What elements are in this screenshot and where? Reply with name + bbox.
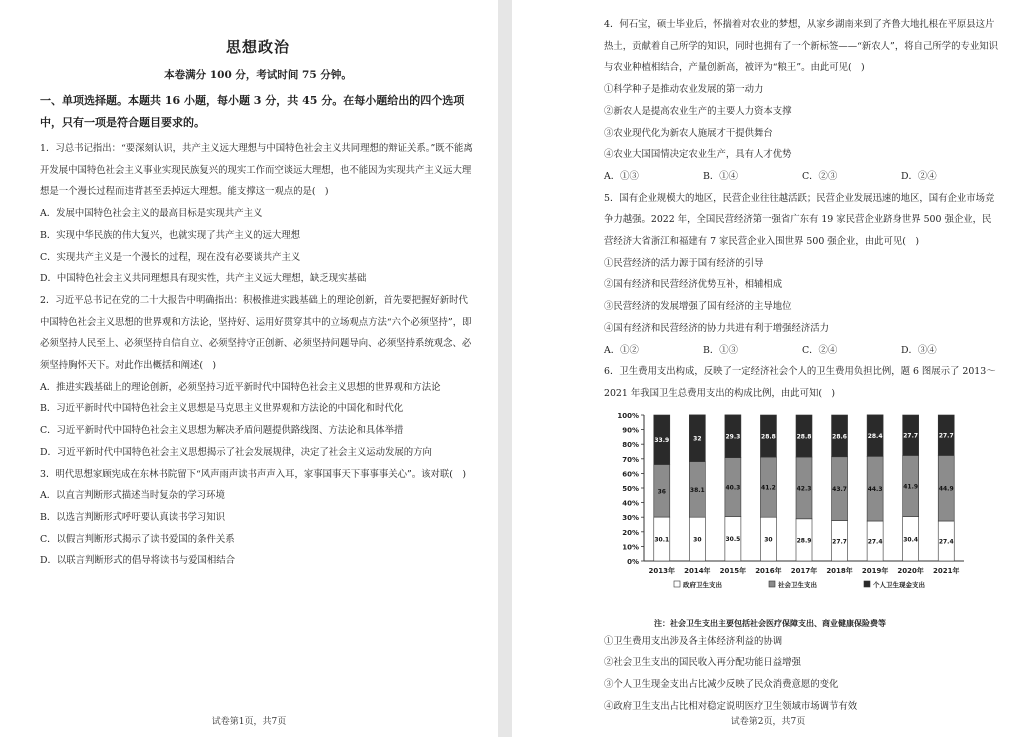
data-label: 30.5 <box>725 535 741 543</box>
y-tick-label: 60% <box>622 470 639 479</box>
data-label: 33.9 <box>654 436 670 444</box>
q2-option-c: C．习近平新时代中国特色社会主义思想为解决矛盾问题提供路线图、方法论和具体举措 <box>40 425 404 437</box>
x-tick-label: 2019年 <box>861 566 889 575</box>
q3-option-a: A．以直言判断形式描述当时复杂的学习环境 <box>40 490 225 502</box>
y-tick-label: 50% <box>622 484 639 493</box>
y-tick-label: 80% <box>622 440 639 449</box>
q5-option-d: D．③④ <box>901 344 937 356</box>
legend-label: 政府卫生支出 <box>683 580 722 589</box>
legend-label: 个人卫生现金支出 <box>873 580 925 589</box>
data-label: 41.2 <box>761 484 776 492</box>
data-label: 32 <box>693 435 702 443</box>
q5-option-b: B．①③ <box>703 344 739 356</box>
q6-statement-3: ③个人卫生现金支出占比减少反映了民众消费意愿的变化 <box>604 679 839 691</box>
y-tick-label: 90% <box>622 426 639 435</box>
data-label: 41.9 <box>903 483 919 491</box>
q5-statement-2: ②国有经济和民营经济优势互补，相辅相成 <box>604 279 783 291</box>
exam-page-2 <box>512 0 1024 737</box>
data-label: 29.3 <box>725 433 741 441</box>
exam-page-1 <box>0 0 498 737</box>
legend-swatch <box>864 581 870 587</box>
x-tick-label: 2021年 <box>932 566 960 575</box>
q4-option-d: D．②④ <box>901 170 937 182</box>
data-label: 38.1 <box>689 486 705 494</box>
question-1-stem: 1．习总书记指出：“要深刻认识，共产主义远大理想与中国特色社会主义共同理想的辩证关系。”既不能离开发展中国特色社会主义事业实现民族复兴的现实工作而空谈远大理想，也不能因为实现共产主义远大理想是一个漫长过程而违背甚至丢掉远大理想。能支撑这一观点的是( ) <box>40 143 473 198</box>
data-label: 27.7 <box>832 537 847 545</box>
q1-option-c: C．实现共产主义是一个漫长的过程，现在没有必要谈共产主义 <box>40 251 301 263</box>
x-tick-label: 2017年 <box>790 566 818 575</box>
page-title: 思想政治 <box>225 38 290 56</box>
q4-option-b: B．①④ <box>703 170 739 182</box>
q3-option-b: B．以选言判断形式呼吁要认真读书学习知识 <box>40 511 226 523</box>
q5-options <box>604 340 1000 362</box>
y-tick-label: 10% <box>622 543 639 552</box>
q2-option-d: D．习近平新时代中国特色社会主义思想揭示了社会发展规律，决定了社会主义运动发展的方向 <box>40 446 432 458</box>
q4-statement-3: ③农业现代化为新农人施展才干提供舞台 <box>604 127 773 139</box>
legend-swatch <box>769 581 775 587</box>
data-label: 27.7 <box>903 432 919 440</box>
data-label: 28.8 <box>761 433 776 441</box>
q6-statement-4: ④政府卫生支出占比相对稳定说明医疗卫生领域市场调节有效 <box>604 700 858 712</box>
question-6-stem: 6．卫生费用支出构成，反映了一定经济社会个人的卫生费用负担比例，题 6 图展示了 2013～2021 年我国卫生总费用支出的构成比例，由此可知( ) <box>604 366 996 399</box>
q1-option-d: D．中国特色社会主义共同理想具有现实性，共产主义远大理想，缺乏现实基础 <box>40 273 367 285</box>
x-tick-label: 2018年 <box>826 566 853 575</box>
health-expenditure-chart <box>610 409 970 609</box>
data-label: 30 <box>693 536 702 544</box>
section-heading: 一、单项选择题。本题共 16 小题，每小题 3 分，共 45 分。在每小题给出的四个选项中，只有一项是符合题目要求的。 <box>40 94 465 129</box>
question-4-stem: 4．何石宝，硕士毕业后，怀揣着对农业的梦想，从家乡湖南来到了齐鲁大地扎根在平原县这片热土，贡献着自己所学的知识，同时也拥有了一个新标签——“新农人”，将自己所学的专业知识与农业种植相结合，产量创新高，被评为“粮王”。由此可见( ) <box>604 19 998 74</box>
q1-option-b: B．实现中华民族的伟大复兴，也就实现了共产主义的远大理想 <box>40 229 301 241</box>
q2-option-b: B．习近平新时代中国特色社会主义思想是马克思主义世界观和方法论的中国化和时代化 <box>40 403 404 415</box>
data-label: 42.3 <box>796 485 812 493</box>
q3-option-d: D．以联言判断形式的倡导将读书与爱国相结合 <box>40 555 236 567</box>
q5-statement-3: ③民营经济的发展增强了国有经济的主导地位 <box>604 301 792 313</box>
q6-statement-1: ①卫生费用支出涉及各主体经济利益的协调 <box>604 635 783 647</box>
x-tick-label: 2015年 <box>719 566 747 575</box>
q6-statement-2: ②社会卫生支出的国民收入再分配功能日益增强 <box>604 657 801 669</box>
data-label: 44.9 <box>938 485 954 493</box>
x-tick-label: 2013年 <box>648 566 676 575</box>
q2-option-a: A．推进实践基础上的理论创新，必须坚持习近平新时代中国特色社会主义思想的世界观和方法论 <box>40 381 441 393</box>
q3-option-c: C．以假言判断形式揭示了读书爱国的条件关系 <box>40 533 235 545</box>
q5-option-c: C．②④ <box>802 344 838 356</box>
page-footer: 试卷第1页，共7页 <box>211 717 287 727</box>
y-tick-label: 0% <box>627 557 639 566</box>
page-footer: 试卷第2页，共7页 <box>730 717 806 727</box>
data-label: 28.8 <box>796 433 812 441</box>
data-label: 30.4 <box>903 535 919 543</box>
y-tick-label: 30% <box>622 513 639 522</box>
q4-options <box>604 166 1000 188</box>
y-tick-label: 70% <box>622 455 639 464</box>
x-tick-label: 2014年 <box>684 566 711 575</box>
q1-option-a: A．发展中国特色社会主义的最高目标是实现共产主义 <box>40 208 263 220</box>
legend-swatch <box>674 581 680 587</box>
data-label: 27.7 <box>938 432 954 440</box>
data-label: 28.9 <box>796 537 812 545</box>
y-tick-label: 20% <box>622 528 639 537</box>
question-5-stem: 5．国有企业规模大的地区，民营企业往往越活跃；民营企业发展迅速的地区，国有企业市场竞争力越强。2022 年，全国民营经济第一强省广东有 19 家民营企业跻身世界 500 强企业，民营经济大省浙江和福建有 7 家民营企业入围世界 500 强企业，由此可见( ) <box>604 192 995 248</box>
exam-info: 本卷满分 100 分，考试时间 75 分钟。 <box>164 69 352 81</box>
data-label: 30.1 <box>654 536 670 544</box>
x-tick-label: 2016年 <box>755 566 782 575</box>
x-tick-label: 2020年 <box>897 566 924 575</box>
data-label: 27.4 <box>938 538 954 546</box>
data-label: 43.7 <box>832 485 847 493</box>
data-label: 27.4 <box>867 538 883 546</box>
q5-option-a: A．①② <box>604 344 639 356</box>
q4-statement-1: ①科学种子是推动农业发展的第一动力 <box>604 84 764 96</box>
data-label: 44.3 <box>867 485 883 493</box>
data-label: 40.3 <box>725 484 741 492</box>
data-label: 30 <box>764 536 773 544</box>
q4-option-c: C．②③ <box>802 170 838 182</box>
question-3-stem: 3．明代思想家顾宪成在东林书院留下“风声雨声读书声声入耳，家事国事天下事事事关心”。该对联( ) <box>40 468 466 480</box>
legend-label: 社会卫生支出 <box>778 580 817 589</box>
question-2-stem: 2．习近平总书记在党的二十大报告中明确指出：积极推进实践基础上的理论创新，首先要把握好新时代中国特色社会主义思想的世界观和方法论，坚持好、运用好贯穿其中的立场观点方法“六个必须坚持”，即必须坚持人民至上、必须坚持自信自立、必须坚持守正创新、必须坚持问题导向、必须坚持系统观念、必须坚持胸怀天下。对此作出概括和阐述( ) <box>40 294 472 372</box>
y-tick-label: 40% <box>622 499 639 508</box>
data-label: 28.6 <box>832 433 847 441</box>
chart-note: 注：社会卫生支出主要包括社会医疗保障支出、商业健康保险费等 <box>654 617 886 628</box>
y-tick-label: 100% <box>617 411 639 420</box>
q5-statement-1: ①民营经济的活力源于国有经济的引导 <box>604 257 764 269</box>
stacked-bar-chart <box>610 409 970 609</box>
q4-option-a: A．①③ <box>604 170 639 182</box>
q4-statement-2: ②新农人是提高农业生产的主要人力资本支撑 <box>604 105 792 117</box>
q4-statement-4: ④农业大国国情决定农业生产，具有人才优势 <box>604 149 792 161</box>
data-label: 36 <box>657 487 666 495</box>
data-label: 28.4 <box>867 432 883 440</box>
q5-statement-4: ④国有经济和民营经济的协力共进有利于增强经济活力 <box>604 322 830 334</box>
